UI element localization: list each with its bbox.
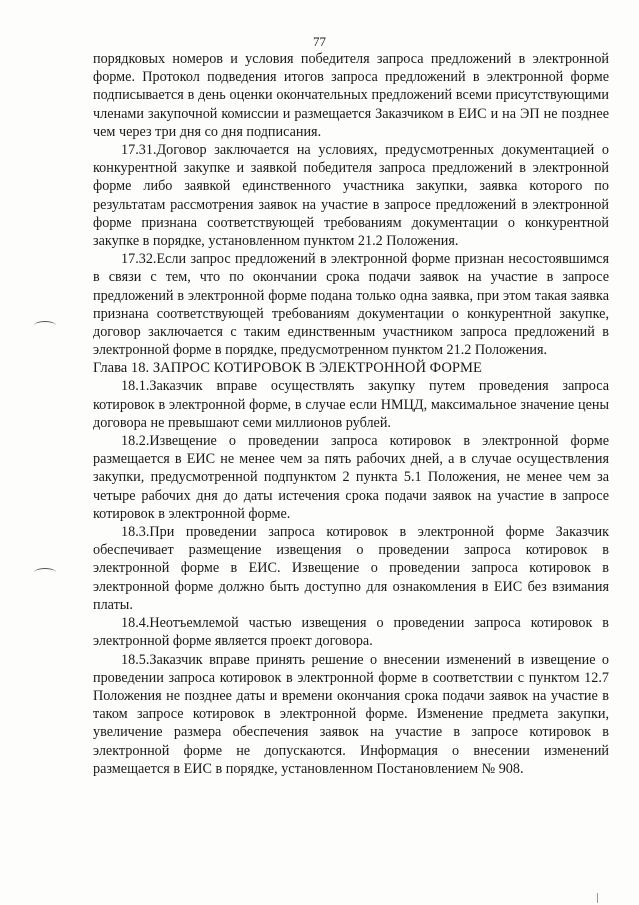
paragraph-continuation: порядковых номеров и условия победителя запроса предложений в электронной форме. Протокол подведения итогов запроса предложений в электронной форме подписывается в день оценки окончательных предложений всеми присутствующими членами закупочной комиссии и размещается Заказчиком в ЕИС и на ЭП не позднее чем через три дня со дня подписания. [93,51,609,140]
paragraph-17-32: 17.32.Если запрос предложений в электронной форме признан несостоявшимся в связи с тем, что по окончании срока подачи заявок на участие в запросе предложений в электронной форме подана только одна заявка, при этом такая заявка признана соответствующей требованиям документации о конкурентной закупке, договор заключается с таким единственным участником запроса предложений в электронной форме в порядке, предусмотренном пунктом 21.2 Положения. [93,251,609,359]
margin-scan-mark [34,568,56,577]
page-number: 77 [313,34,326,49]
paragraph-17-31: 17.31.Договор заключается на условиях, предусмотренных документацией о конкурентной закупке и заявкой победителя запроса предложений в электронной форме либо заявкой единственного участника закупки, заявка которого по результатам рассмотрения заявок на участие в запросе предложений в электронной форме признана соответствующей требованиям документации о конкурентной закупке в порядке, установленном пунктом 21.2 Положения. [93,142,609,250]
paragraph-18-4: 18.4.Неотъемлемой частью извещения о проведении запроса котировок в электронной форме является проект договора. [93,615,609,650]
chapter-heading: Глава 18. ЗАПРОС КОТИРОВОК В ЭЛЕКТРОННОЙ ФОРМЕ [93,360,482,377]
scan-speck [597,893,598,903]
paragraph-18-3: 18.3.При проведении запроса котировок в электронной форме Заказчик обеспечивает размещение извещения о проведении запроса котировок в электронной форме в ЕИС. Извещение о проведении запроса котировок в электронной форме должно быть доступно для ознакомления в ЕИС без взимания платы. [93,524,609,613]
paragraph-18-5: 18.5.Заказчик вправе принять решение о внесении изменений в извещение о проведении запроса котировок в электронной форме в соответствии с пунктом 12.7 Положения не позднее даты и времени окончания срока подачи заявок на участие в таком запросе котировок в электронной форме. Изменение предмета закупки, увеличение размера обеспечения заявок на участие в запросе котировок в электронной форме не допускаются. Информация о внесении изменений размещается в ЕИС в порядке, установленном Постановлением № 908. [93,651,609,777]
margin-scan-mark [34,321,56,330]
paragraph-18-1: 18.1.Заказчик вправе осуществлять закупку путем проведения запроса котировок в электронной форме, в случае если НМЦД, максимальное значение цены договора не превышают семи миллионов рублей. [93,378,609,431]
paragraph-18-2: 18.2.Извещение о проведении запроса котировок в электронной форме размещается в ЕИС не менее чем за пять рабочих дней, а в случае осуществления закупки, предусмотренной подпунктом 2 пункта 5.1 Положения, не менее чем за четыре рабочих дня до даты истечения срока подачи заявок на участие в запросе котировок в электронной форме. [93,433,609,522]
document-body [93,50,609,778]
